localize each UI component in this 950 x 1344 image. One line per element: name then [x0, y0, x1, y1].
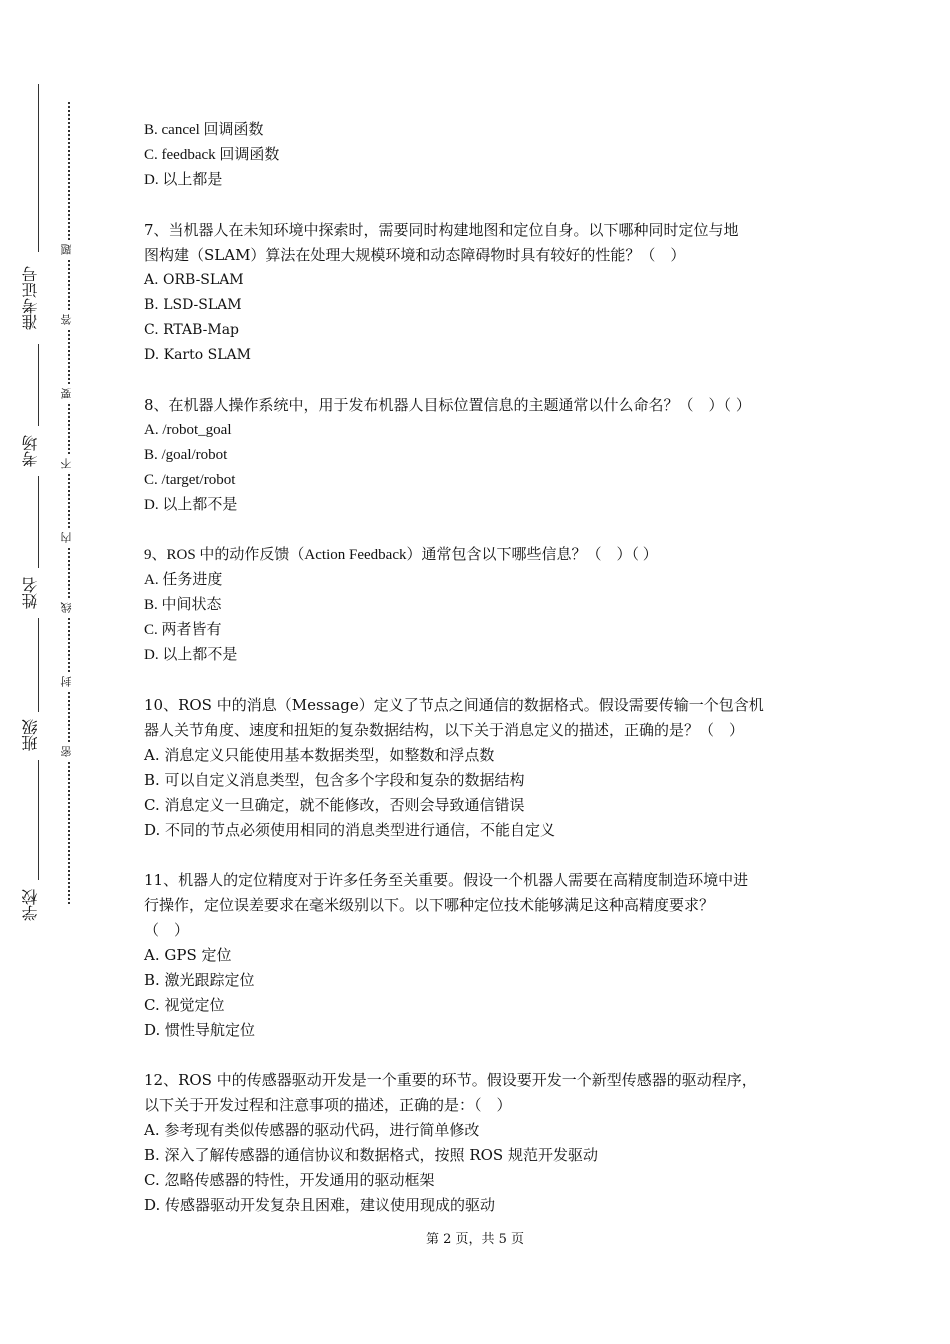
question-stem: 7、当机器人在未知环境中探索时，需要同时构建地图和定位自身。以下哪种同时定位与地 — [144, 221, 739, 239]
question-stem: 以下关于开发过程和注意事项的描述，正确的是：（ ） — [144, 1096, 512, 1114]
seal-dotted-line — [68, 404, 70, 454]
seal-char: 题 — [60, 244, 73, 256]
seal-dotted-line — [68, 548, 70, 598]
seal-dotted-line — [68, 762, 70, 904]
option-d: D. 不同的节点必须使用相同的消息类型进行通信，不能自定义 — [144, 821, 556, 839]
option-b: B. LSD-SLAM — [144, 297, 242, 313]
name-label: 姓名 — [21, 577, 40, 609]
seal-char: 要 — [60, 388, 73, 400]
option-a: A. 消息定义只能使用基本数据类型，如整数和浮点数 — [144, 746, 495, 764]
option-d: D. 惯性导航定位 — [144, 1021, 256, 1039]
seal-char: 答 — [60, 314, 73, 326]
option-a: A. /robot_goal — [144, 422, 232, 438]
seal-dotted-line — [68, 474, 70, 528]
question-7 — [144, 218, 814, 368]
margin-underline — [38, 84, 39, 252]
option-d: D. 以上都是 — [144, 172, 223, 188]
option-a: A. GPS 定位 — [144, 946, 232, 964]
option-d: D. 以上都不是 — [144, 497, 238, 513]
seal-char: 封 — [60, 676, 73, 688]
question-stem: （ ） — [144, 921, 190, 939]
question-6-continued — [144, 118, 814, 193]
option-c: C. RTAB-Map — [144, 322, 240, 338]
margin-underline — [38, 344, 39, 426]
question-stem: 图构建（SLAM）算法在处理大规模环境和动态障碍物时具有较好的性能？（ ） — [144, 246, 686, 264]
seal-char: 不 — [60, 458, 73, 470]
option-d: D. 以上都不是 — [144, 647, 238, 663]
seal-dotted-line — [68, 618, 70, 672]
option-d: D. 传感器驱动开发复杂且困难，建议使用现成的驱动 — [144, 1196, 496, 1214]
option-b: B. 中间状态 — [144, 597, 222, 613]
question-stem: 11、机器人的定位精度对于许多任务至关重要。假设一个机器人需要在高精度制造环境中进 — [144, 871, 749, 889]
option-c: C. 两者皆有 — [144, 622, 222, 638]
margin-underline — [38, 476, 39, 568]
question-stem: 器人关节角度、速度和扭矩的复杂数据结构，以下关于消息定义的描述，正确的是？（ ） — [144, 721, 745, 739]
seal-char: 内 — [60, 532, 73, 544]
option-b: B. /goal/robot — [144, 447, 228, 463]
question-stem: 行操作，定位误差要求在毫米级别以下。以下哪种定位技术能够满足这种高精度要求？ — [144, 896, 715, 914]
seal-dotted-line — [68, 102, 70, 240]
option-b: B. 激光跟踪定位 — [144, 971, 255, 989]
question-12 — [144, 1068, 814, 1218]
seal-char: 线 — [60, 602, 73, 614]
margin-underline — [38, 618, 39, 712]
option-a: A. 任务进度 — [144, 572, 223, 588]
question-stem: 10、ROS 中的消息（Message）定义了节点之间通信的数据格式。假设需要传输一个包含机 — [144, 696, 764, 714]
exam-room-label: 考场 — [21, 435, 40, 467]
page-number: 第 2 页，共 5 页 — [425, 1232, 525, 1247]
question-11 — [144, 868, 814, 1043]
margin-underline — [38, 760, 39, 880]
option-a: A. 参考现有类似传感器的驱动代码，进行简单修改 — [144, 1121, 480, 1139]
option-c: C. 忽略传感器的特性，开发通用的驱动框架 — [144, 1171, 435, 1189]
option-b: B. 可以自定义消息类型，包含多个字段和复杂的数据结构 — [144, 771, 525, 789]
seal-dotted-line — [68, 692, 70, 742]
option-c: C. 视觉定位 — [144, 996, 225, 1014]
option-c: C. /target/robot — [144, 472, 236, 488]
class-label: 班级 — [21, 719, 40, 751]
option-c: C. feedback 回调函数 — [144, 147, 280, 163]
seal-dotted-line — [68, 260, 70, 310]
seal-dotted-line — [68, 330, 70, 384]
option-b: B. 深入了解传感器的通信协议和数据格式，按照 ROS 规范开发驱动 — [144, 1146, 598, 1164]
question-stem: 8、在机器人操作系统中，用于发布机器人目标位置信息的主题通常以什么命名？（ ）（ ） — [144, 396, 751, 414]
school-label: 学校 — [21, 889, 40, 921]
seal-char: 密 — [60, 746, 73, 758]
question-stem: 9、ROS 中的动作反馈（Action Feedback）通常包含以下哪些信息？（ ）（ ） — [144, 547, 658, 563]
question-stem: 12、ROS 中的传感器驱动开发是一个重要的环节。假设要开发一个新型传感器的驱动程序， — [144, 1071, 757, 1089]
option-d: D. Karto SLAM — [144, 347, 251, 363]
question-9 — [144, 543, 814, 668]
question-content — [144, 118, 814, 1218]
option-a: A. ORB-SLAM — [144, 272, 244, 288]
question-10 — [144, 693, 814, 843]
question-8 — [144, 393, 814, 518]
exam-number-label: 准考证号 — [21, 266, 40, 330]
option-b: B. cancel 回调函数 — [144, 122, 264, 138]
option-c: C. 消息定义一旦确定，就不能修改，否则会导致通信错误 — [144, 796, 525, 814]
